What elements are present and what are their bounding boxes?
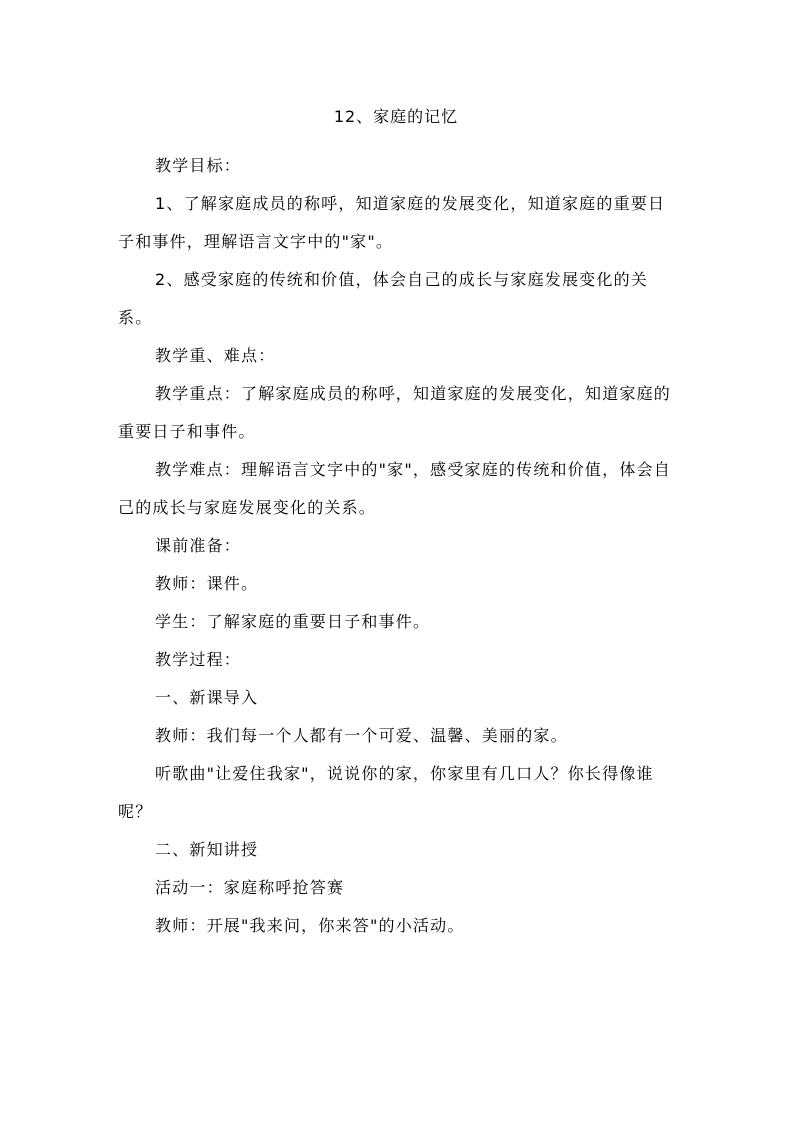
paragraph-teacher-preparation: 教师：课件。 (155, 574, 259, 593)
paragraph-key-point: 教学重点：了解家庭成员的称呼，知道家庭的发展变化，知道家庭的重要日子和事件。 (118, 384, 672, 441)
paragraph-section-new-knowledge: 二、新知讲授 (155, 840, 259, 859)
paragraph-activity-one: 活动一：家庭称呼抢答赛 (155, 878, 345, 897)
paragraph-goal-1: 1、了解家庭成员的称呼，知道家庭的发展变化，知道家庭的重要日子和事件，理解语言文字中的"家"。 (118, 194, 666, 251)
paragraph-section-introduction: 一、新课导入 (155, 688, 259, 707)
paragraph-preparation-heading: 课前准备： (155, 536, 242, 555)
paragraph-key-points-heading: 教学重、难点： (155, 346, 276, 365)
document-title: 12、家庭的记忆 (333, 107, 459, 126)
paragraph-goal-2: 2、感受家庭的传统和价值，体会自己的成长与家庭发展变化的关系。 (118, 270, 648, 327)
paragraph-song-question: 听歌曲"让爱住我家"，说说你的家，你家里有几口人？你长得像谁呢？ (118, 764, 654, 821)
paragraph-process-heading: 教学过程： (155, 650, 242, 669)
paragraph-student-preparation: 学生：了解家庭的重要日子和事件。 (155, 612, 431, 631)
document-body (118, 103, 674, 944)
paragraph-teaching-goals-heading: 教学目标： (155, 156, 242, 175)
paragraph-teacher-activity: 教师：开展"我来问，你来答"的小活动。 (155, 916, 465, 935)
paragraph-difficult-point: 教学难点：理解语言文字中的"家"，感受家庭的传统和价值，体会自己的成长与家庭发展变化的关系。 (118, 460, 671, 517)
paragraph-teacher-introduction: 教师：我们每一个人都有一个可爱、温馨、美丽的家。 (155, 726, 568, 745)
